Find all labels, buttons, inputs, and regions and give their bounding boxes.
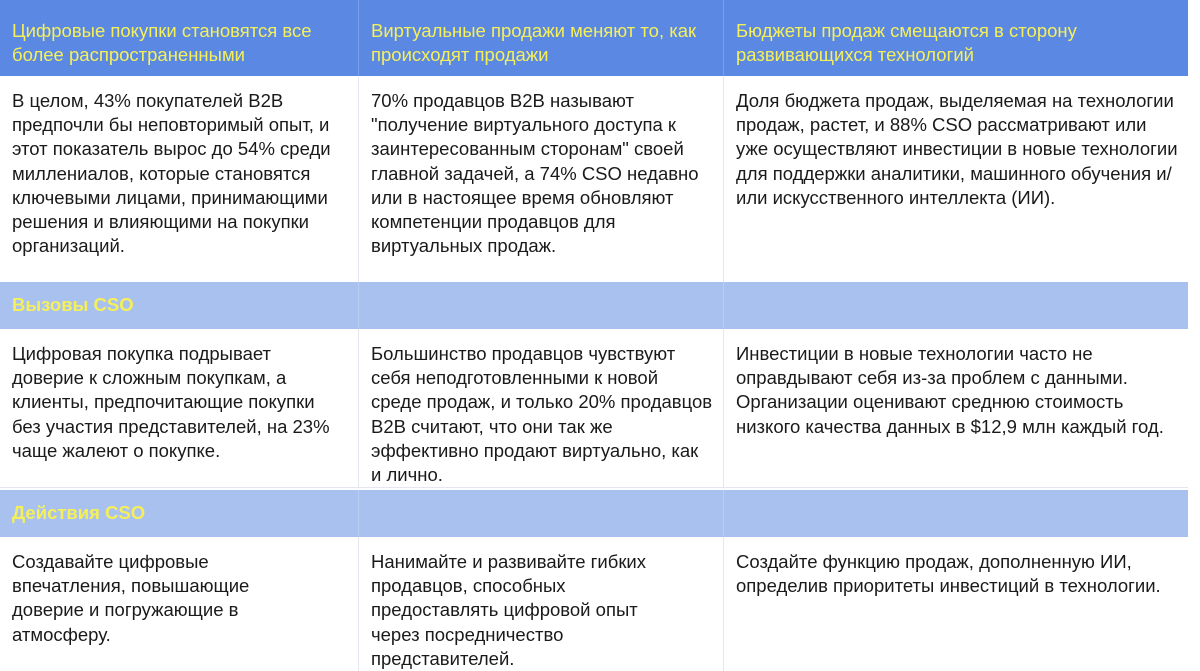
actions-header-empty-3	[723, 490, 1188, 537]
header-digital-buying: Цифровые покупки становятся все более распространенными	[12, 20, 312, 65]
challenges-header-empty-3	[723, 282, 1188, 329]
header-sales-budgets: Бюджеты продаж смещаются в сторону развивающихся технологий	[723, 0, 1188, 76]
challenge-sales-budgets: Инвестиции в новые технологии часто не оправдывают себя из-за проблем с данными. Организации оценивают среднюю стоимость низкого качества данных в $12,9 млн каждый год.	[723, 329, 1188, 487]
actions-section-row	[0, 490, 1188, 537]
challenge-virtual-selling: Большинство продавцов чувствуют себя неподготовленными к новой среде продаж, и только 20% продавцов B2B считают, что они так же эффективно продают виртуально, как и лично.	[358, 329, 723, 487]
challenges-header-empty-2	[358, 282, 723, 329]
header-row	[0, 0, 1188, 76]
actions-row	[0, 537, 1188, 671]
challenges-section-row	[0, 282, 1188, 329]
challenges-title: Вызовы CSO	[12, 294, 134, 315]
fact-digital-buying: В целом, 43% покупателей B2B предпочли бы неповторимый опыт, и этот показатель вырос до 54% среди миллениалов, которые становятся ключевыми лицами, принимающими решения и влияющими на покупки организаций.	[12, 90, 331, 257]
action-virtual-selling: Нанимайте и развивайте гибких продавцов, способных предоставлять цифровой опыт через посредничество представителей.	[358, 537, 723, 671]
fact-sales-budgets: Доля бюджета продаж, выделяемая на технологии продаж, растет, и 88% CSO рассматривают или уже осуществляют инвестиции в новые технологии для поддержки аналитики, машинного обучения и/или искусственного интеллекта (ИИ).	[723, 76, 1188, 282]
actions-header-empty-2	[358, 490, 723, 537]
actions-title: Действия CSO	[12, 502, 146, 523]
fact-virtual-selling: 70% продавцов B2B называют "получение виртуального доступа к заинтересованным сторонам" своей главной задачей, а 74% CSO недавно или в настоящее время обновляют компетенции продавцов для виртуальных продаж.	[358, 76, 723, 282]
facts-row	[0, 76, 1188, 282]
challenge-digital-buying: Цифровая покупка подрывает доверие к сложным покупкам, а клиенты, предпочитающие покупки без участия представителей, на 23% чаще жалеют о покупке.	[12, 343, 330, 461]
challenges-row	[0, 329, 1188, 488]
header-virtual-selling: Виртуальные продажи меняют то, как происходят продажи	[358, 0, 723, 76]
action-sales-budgets: Создайте функцию продаж, дополненную ИИ, определив приоритеты инвестиций в технологии.	[723, 537, 1188, 671]
action-digital-buying: Создавайте цифровые впечатления, повышающие доверие и погружающие в атмосферу.	[12, 551, 250, 645]
